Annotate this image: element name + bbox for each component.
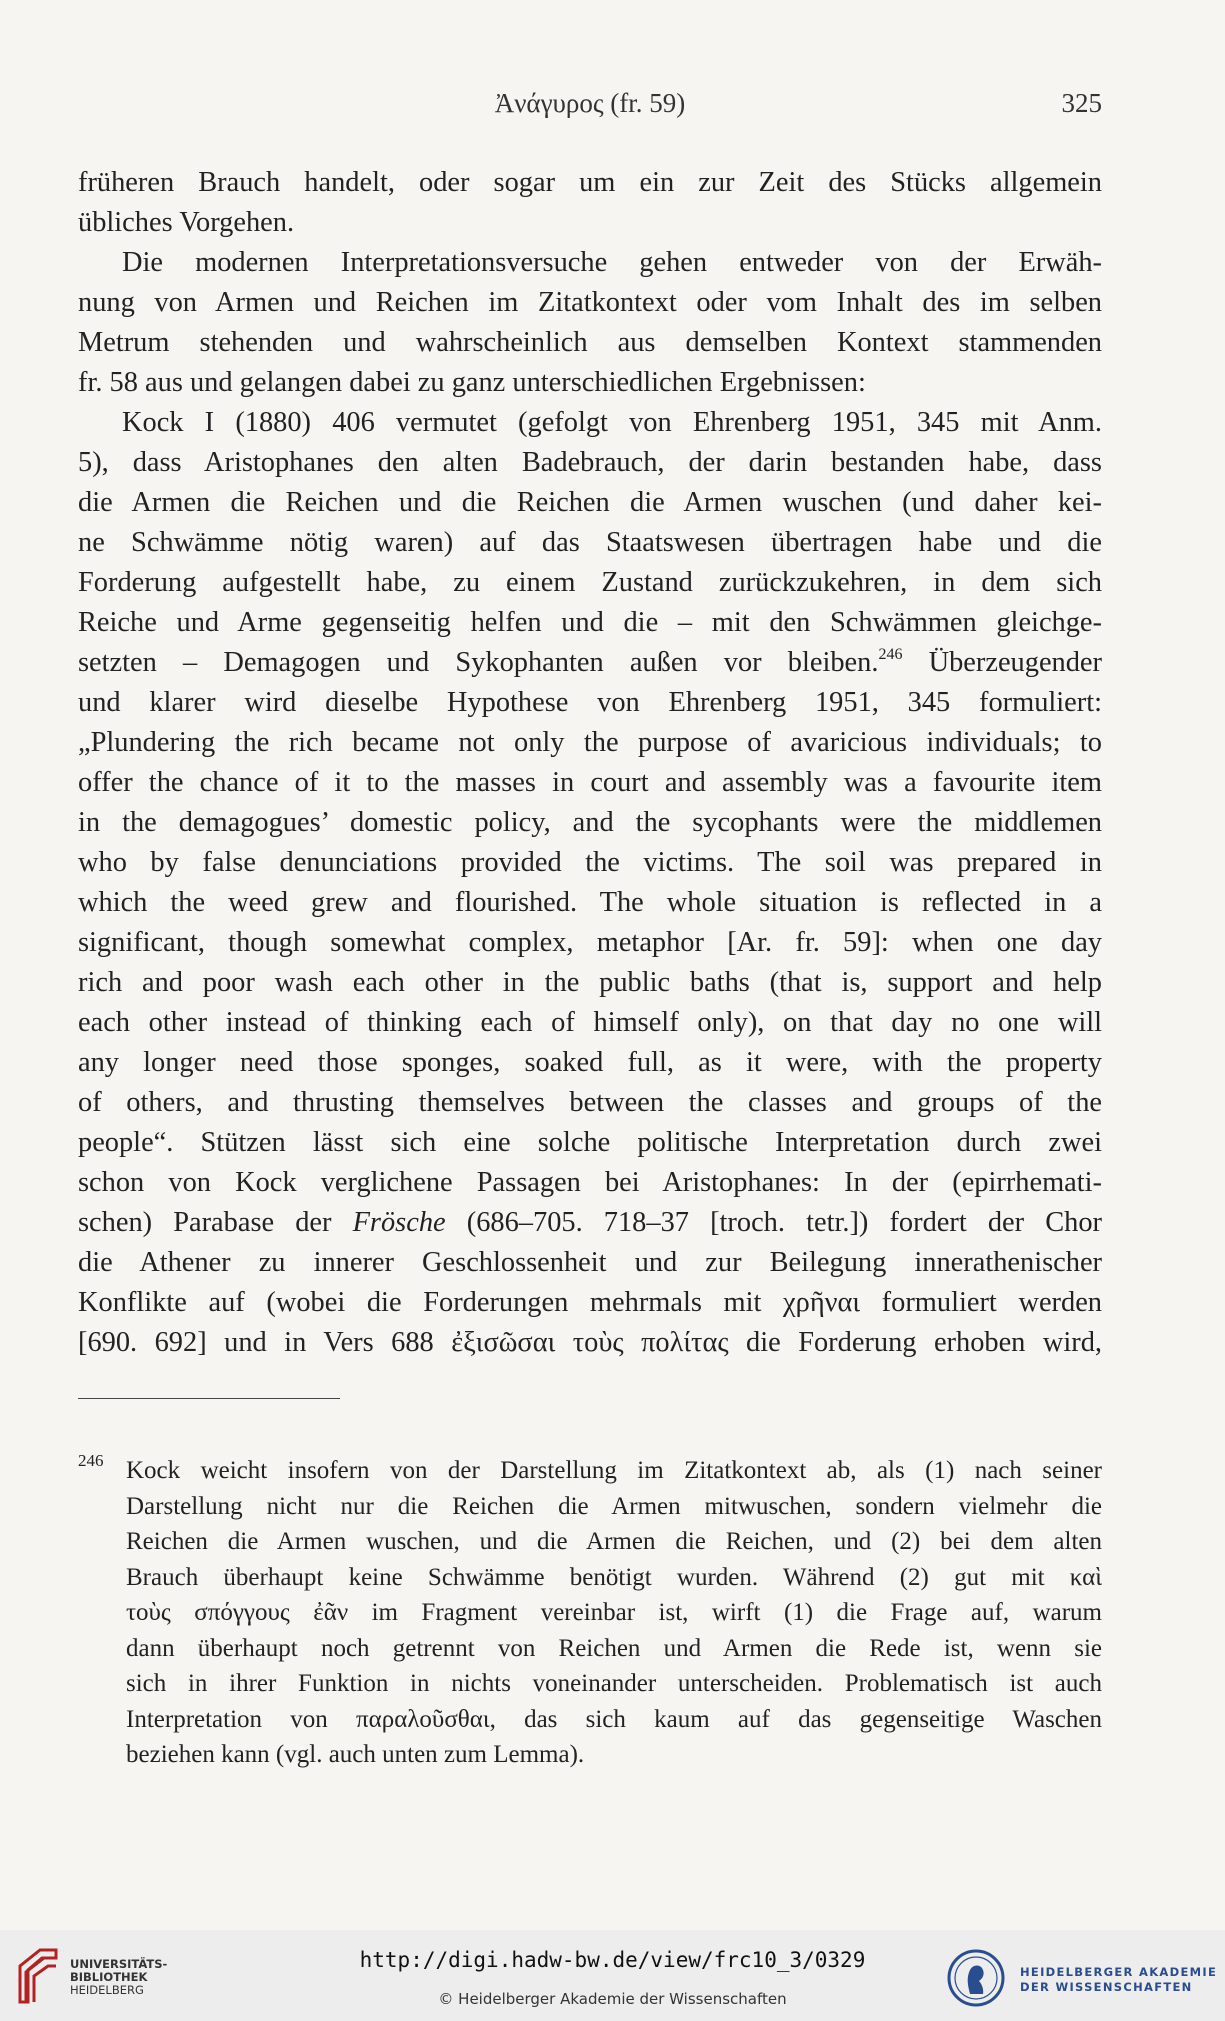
- running-title: Ἀνάγυρος (fr. 59): [494, 88, 686, 118]
- paragraph-1: [78, 163, 1102, 243]
- text-line: offer the chance of it to the masses in court and assembly was a favourite item: [78, 767, 1102, 798]
- footnote-text: [126, 1453, 1102, 1773]
- text-line: fr. 58 aus und gelangen dabei zu ganz unterschiedlichen Ergebnissen:: [78, 367, 866, 398]
- text-line: any longer need those sponges, soaked full, as it were, with the property: [78, 1047, 1102, 1078]
- text-line: of others, and thrusting themselves between the classes and groups of the: [78, 1087, 1102, 1118]
- footnote-line: sich in ihrer Funktion in nichts voneinander unterscheiden. Problematisch ist auch: [126, 1670, 1102, 1697]
- text-line: people“. Stützen lässt sich eine solche politische Interpretation durch zwei: [78, 1127, 1102, 1158]
- academy-name: [1020, 1965, 1217, 1995]
- text-line: which the weed grew and flourished. The whole situation is reflected in a: [78, 887, 1102, 918]
- text-line: Reiche und Arme gegenseitig helfen und die – mit den Schwämmen gleichge-: [78, 607, 1102, 638]
- footnote-line: Reichen die Armen wuschen, und die Armen die Reichen, und (2) bei dem alten: [126, 1528, 1102, 1555]
- text-line: die Athener zu innerer Geschlossenheit und zur Beilegung innerathenischer: [78, 1247, 1102, 1278]
- text-line: rich and poor wash each other in the public baths (that is, support and help: [78, 967, 1102, 998]
- academy-name-line: DER WISSENSCHAFTEN: [1020, 1980, 1193, 1994]
- play-title: Frösche: [352, 1207, 446, 1238]
- footnote-reference[interactable]: 246: [878, 646, 903, 663]
- paragraph-2: [78, 243, 1102, 403]
- text-segment: setzten – Demagogen und Sykophanten außen vor bleiben.: [78, 647, 879, 678]
- text-line: who by false denunciations provided the victims. The soil was prepared in: [78, 847, 1102, 878]
- footnote-line: dann überhaupt noch getrennt von Reichen und Armen die Rede ist, wenn sie: [126, 1634, 1102, 1662]
- text-line: Kock I (1880) 406 vermutet (gefolgt von Ehrenberg 1951, 345 mit Anm.: [122, 407, 1102, 438]
- footnote-246: [78, 1453, 1102, 1773]
- footnote-line: Darstellung nicht nur die Reichen die Armen mitwuschen, sondern vielmehr die: [126, 1492, 1102, 1520]
- text-line: 5), dass Aristophanes den alten Badebrauch, der darin bestanden habe, dass: [78, 447, 1102, 478]
- text-line: früheren Brauch handelt, oder sogar um ein zur Zeit des Stücks allgemein: [78, 167, 1102, 198]
- text-segment: (686–705. 718–37 [troch. tetr.]) fordert der Chor: [445, 1207, 1102, 1238]
- footnote-line: Kock weicht insofern von der Darstellung im Zitatkontext ab, als (1) nach seiner: [126, 1457, 1102, 1484]
- text-line: die Armen die Reichen und die Reichen die Armen wuschen (und daher kei-: [78, 487, 1102, 518]
- library-name-line: UNIVERSITÄTS-: [70, 1957, 168, 1971]
- text-line: each other instead of thinking each of himself only), on that day no one will: [78, 1007, 1102, 1038]
- running-head: [78, 88, 1102, 128]
- text-line: Metrum stehenden und wahrscheinlich aus demselben Kontext stammenden: [78, 327, 1102, 358]
- digitization-footer: [0, 1930, 1225, 2021]
- academy-seal-icon: [946, 1948, 1006, 2008]
- footnote-number: 246: [78, 1451, 104, 1470]
- text-line: [78, 1203, 1102, 1243]
- text-line: Forderung aufgestellt habe, zu einem Zustand zurückzukehren, in dem sich: [78, 567, 1102, 598]
- text-line: „Plundering the rich became not only the purpose of avaricious individuals; to: [78, 727, 1102, 758]
- text-line: und klarer wird dieselbe Hypothese von Ehrenberg 1951, 345 formuliert:: [78, 687, 1102, 718]
- page-number: 325: [1061, 88, 1102, 118]
- text-line: in the demagogues’ domestic policy, and the sycophants were the middlemen: [78, 807, 1102, 838]
- footnote-line: Interpretation von παραλοῦσθαι, das sich kaum auf das gegenseitige Waschen: [126, 1705, 1102, 1733]
- permalink-url[interactable]: http://digi.hadw-bw.de/view/frc10_3/0329: [359, 1948, 866, 1972]
- text-line: schon von Kock verglichene Passagen bei Aristophanes: In der (epirrhemati-: [78, 1167, 1102, 1198]
- text-line: significant, though somewhat complex, metaphor [Ar. fr. 59]: when one day: [78, 927, 1102, 958]
- text-line: Konflikte auf (wobei die Forderungen mehrmals mit χρῆναι formuliert werden: [78, 1287, 1102, 1318]
- library-name-line: HEIDELBERG: [70, 1983, 144, 1997]
- footnote-line: Brauch überhaupt keine Schwämme benötigt wurden. Während (2) gut mit καὶ: [126, 1563, 1102, 1591]
- footnote-separator: [78, 1398, 340, 1399]
- text-line: übliches Vorgehen.: [78, 207, 295, 238]
- main-text: [78, 163, 1102, 1363]
- footnote-line: τοὺς σπόγγους ἐᾶν im Fragment vereinbar ist, wirft (1) die Frage auf, warum: [126, 1599, 1102, 1626]
- text-segment: Überzeugender: [902, 647, 1102, 678]
- text-line: [690. 692] und in Vers 688 ἐξισῶσαι τοὺς πολίτας die Forderung erhoben wird,: [78, 1327, 1102, 1358]
- library-name-line: BIBLIOTHEK: [70, 1970, 148, 1984]
- text-segment: schen) Parabase der: [78, 1207, 353, 1238]
- text-line: [78, 643, 1102, 683]
- text-line: ne Schwämme nötig waren) auf das Staatswesen übertragen habe und die: [78, 527, 1102, 558]
- footnote-line: beziehen kann (vgl. auch unten zum Lemma).: [126, 1741, 585, 1768]
- paragraph-3: [78, 403, 1102, 1363]
- academy-name-line: HEIDELBERGER AKADEMIE: [1020, 1965, 1218, 1979]
- text-line: nung von Armen und Reichen im Zitatkontext oder vom Inhalt des im selben: [78, 287, 1102, 318]
- copyright-notice: © Heidelberger Akademie der Wissenschaften: [438, 1990, 787, 2008]
- text-line: Die modernen Interpretationsversuche gehen entweder von der Erwäh-: [122, 247, 1102, 278]
